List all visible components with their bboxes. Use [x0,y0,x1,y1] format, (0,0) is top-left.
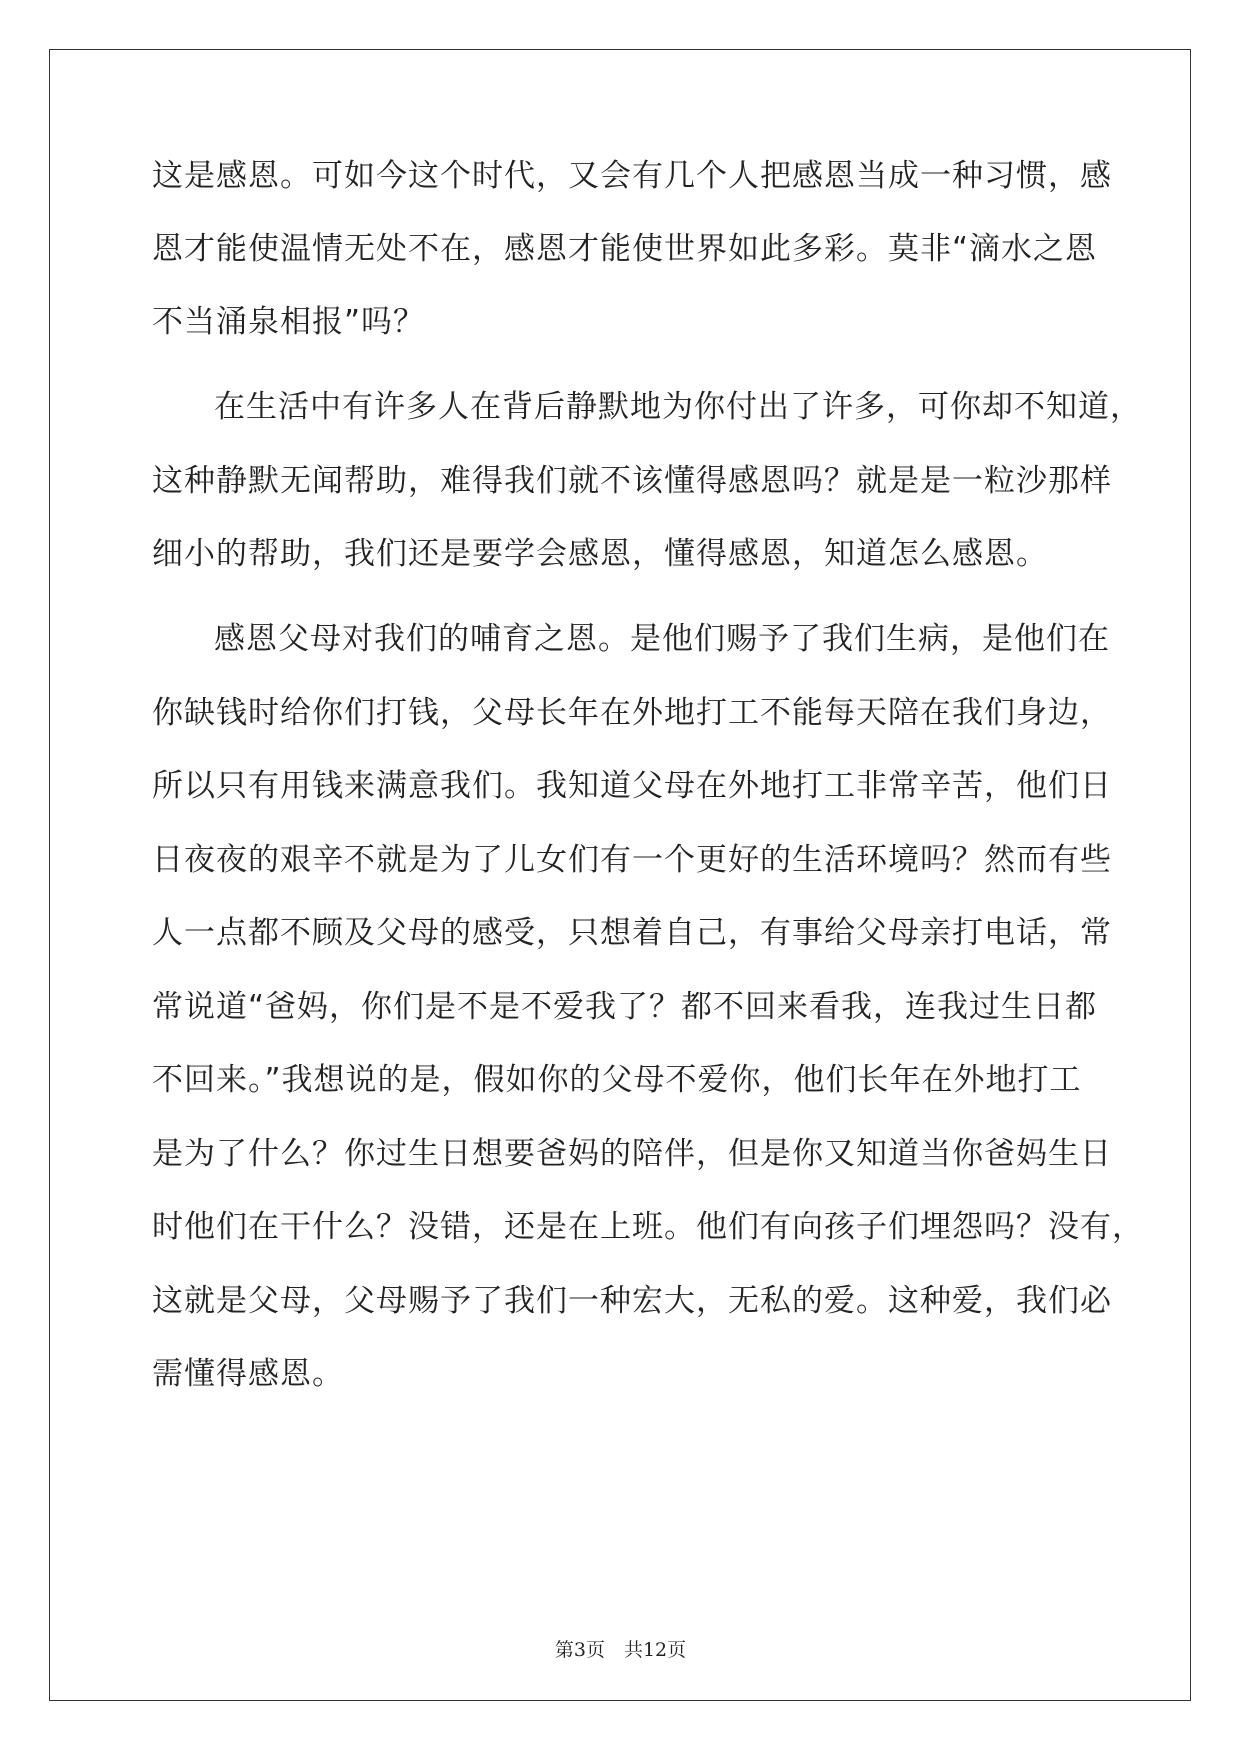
text-line: 这就是父母，父母赐予了我们一种宏大，无私的爱。这种爱，我们必 [152,1283,1112,1319]
text-line: 恩才能使温情无处不在，感恩才能使世界如此多彩。莫非“滴水之恩 [152,231,1098,267]
text-line: 感恩父母对我们的哺育之恩。是他们赐予了我们生病，是他们在 [214,621,1110,657]
text-line: 不当涌泉相报”吗？ [152,304,426,340]
text-line: 细小的帮助，我们还是要学会感恩，懂得感恩，知道怎么感恩。 [152,536,1048,572]
text-line: 是为了什么？你过生日想要爸妈的陪伴，但是你又知道当你爸妈生日 [152,1136,1112,1172]
text-line: 这种静默无闻帮助，难得我们就不该懂得感恩吗？就是是一粒沙那样 [152,463,1112,499]
text-line: 所以只有用钱来满意我们。我知道父母在外地打工非常辛苦，他们日 [152,768,1112,804]
text-line: 时他们在干什么？没错，还是在上班。他们有向孩子们埋怨吗？没有， [152,1209,1144,1245]
text-line: 在生活中有许多人在背后静默地为你付出了许多，可你却不知道， [214,389,1142,425]
text-line: 常说道“爸妈，你们是不是不爱我了？都不回来看我，连我过生日都 [152,989,1098,1025]
text-line: 你缺钱时给你们打钱，父母长年在外地打工不能每天陪在我们身边， [152,695,1112,731]
text-line: 这是感恩。可如今这个时代，又会有几个人把感恩当成一种习惯，感 [152,158,1112,194]
page-number: 第3页 共12页 [554,1639,687,1661]
text-line: 日夜夜的艰辛不就是为了儿女们有一个更好的生活环境吗？然而有些 [152,842,1112,878]
text-line: 需懂得感恩。 [152,1356,344,1392]
text-line: 不回来。”我想说的是，假如你的父母不爱你，他们长年在外地打工 [152,1062,1082,1098]
text-line: 人一点都不顾及父母的感受，只想着自己，有事给父母亲打电话，常 [152,915,1112,951]
